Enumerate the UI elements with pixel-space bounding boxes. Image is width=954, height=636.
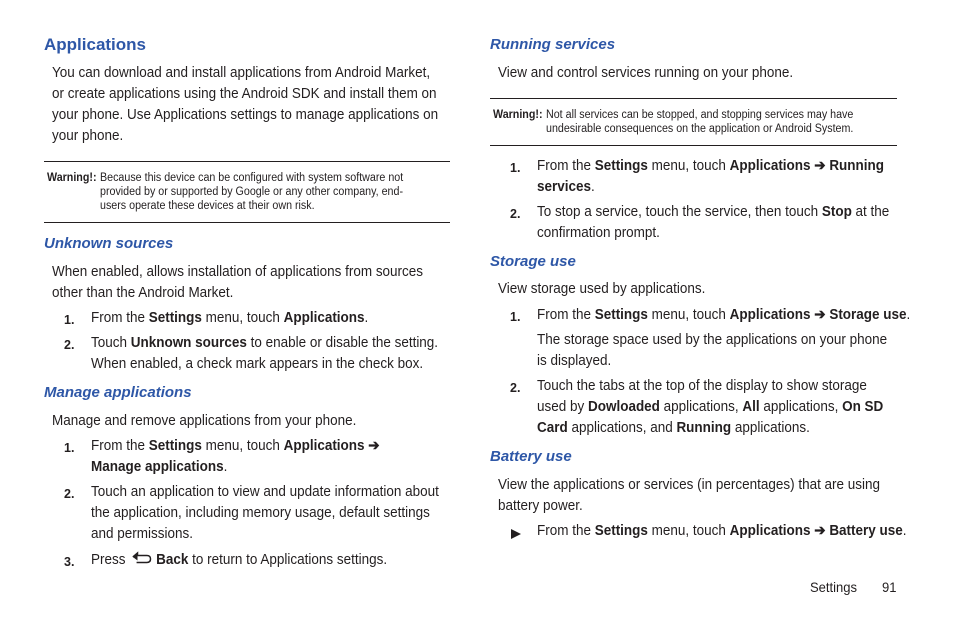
running-services-heading: Running services [490,36,616,53]
text-line: your phone. [52,128,124,144]
applications-heading: Applications [44,35,147,54]
text-line: View the applications or services (in percentages) that are using [498,477,881,493]
step-text: Touch Unknown sources to enable or disable the setting. [91,335,439,351]
warning-label: Warning!: [47,172,97,184]
step-number: 2. [64,338,75,352]
step-text: From the Settings menu, touch Applications ➔ [91,438,380,454]
battery-use-heading: Battery use [490,448,572,465]
warning-line: undesirable consequences on the application or Android System. [546,123,854,135]
bullet-arrow-icon [510,527,522,541]
step-number: 1. [510,310,521,324]
warning-box [44,161,450,223]
unknown-sources-heading: Unknown sources [44,235,174,252]
step-text: Card applications, and Running applications. [537,420,810,436]
step-text: From the Settings menu, touch Applications ➔ Running [537,158,884,174]
text-line: You can download and install applications from Android Market, [52,65,431,81]
step-text: To stop a service, touch the service, then touch Stop at the [537,204,890,220]
warning-line: provided by or supported by Google or any other company, end- [100,186,404,198]
page-number: 91 [882,579,897,595]
step-text: services. [537,179,595,195]
storage-use-heading: Storage use [490,253,576,270]
text-line: View storage used by applications. [498,281,706,297]
warning-line: Not all services can be stopped, and stopping services may have [546,109,854,121]
step-text: The storage space used by the applications on your phone [537,332,888,348]
step-text: Touch an application to view and update information about [91,484,439,500]
warning-line: users operate these devices at their own risk. [100,200,315,212]
text-line: other than the Android Market. [52,285,234,301]
warning-line: Because this device can be configured with system software not [100,172,404,184]
footer-section: Settings [810,579,858,595]
step-text: From the Settings menu, touch Applications ➔ Storage use. [537,307,911,323]
step-number: 3. [64,555,75,569]
step-text: confirmation prompt. [537,225,660,241]
warning-label: Warning!: [493,109,543,121]
text-line: battery power. [498,498,583,514]
step-text: From the Settings menu, touch Applications. [91,310,369,326]
step-text: From the Settings menu, touch Applications ➔ Battery use. [537,523,907,539]
step-text: is displayed. [537,353,612,369]
text-line: Manage and remove applications from your phone. [52,413,357,429]
step-number: 2. [510,207,521,221]
step-text: Touch the tabs at the top of the display to show storage [537,378,867,394]
step-number: 1. [64,313,75,327]
step-text: Press Back to return to Applications settings. [91,552,388,568]
manage-applications-heading: Manage applications [44,384,192,401]
step-number: 2. [510,381,521,395]
step-text: used by Dowloaded applications, All applications, On SD [537,399,884,415]
text-line: View and control services running on your phone. [498,65,794,81]
step-number: 1. [510,161,521,175]
step-number: 1. [64,441,75,455]
back-icon [129,551,153,565]
step-text: and permissions. [91,526,193,542]
step-text: When enabled, a check mark appears in the check box. [91,356,424,372]
step-number: 2. [64,487,75,501]
text-line: or create applications using the Android SDK and install them on [52,86,437,102]
text-line: your phone. Use Applications settings to manage applications on [52,107,439,123]
text-line: When enabled, allows installation of applications from sources [52,264,424,280]
step-text: the application, including memory usage, default settings [91,505,430,521]
step-text: Manage applications. [91,459,228,475]
warning-box [490,98,897,146]
